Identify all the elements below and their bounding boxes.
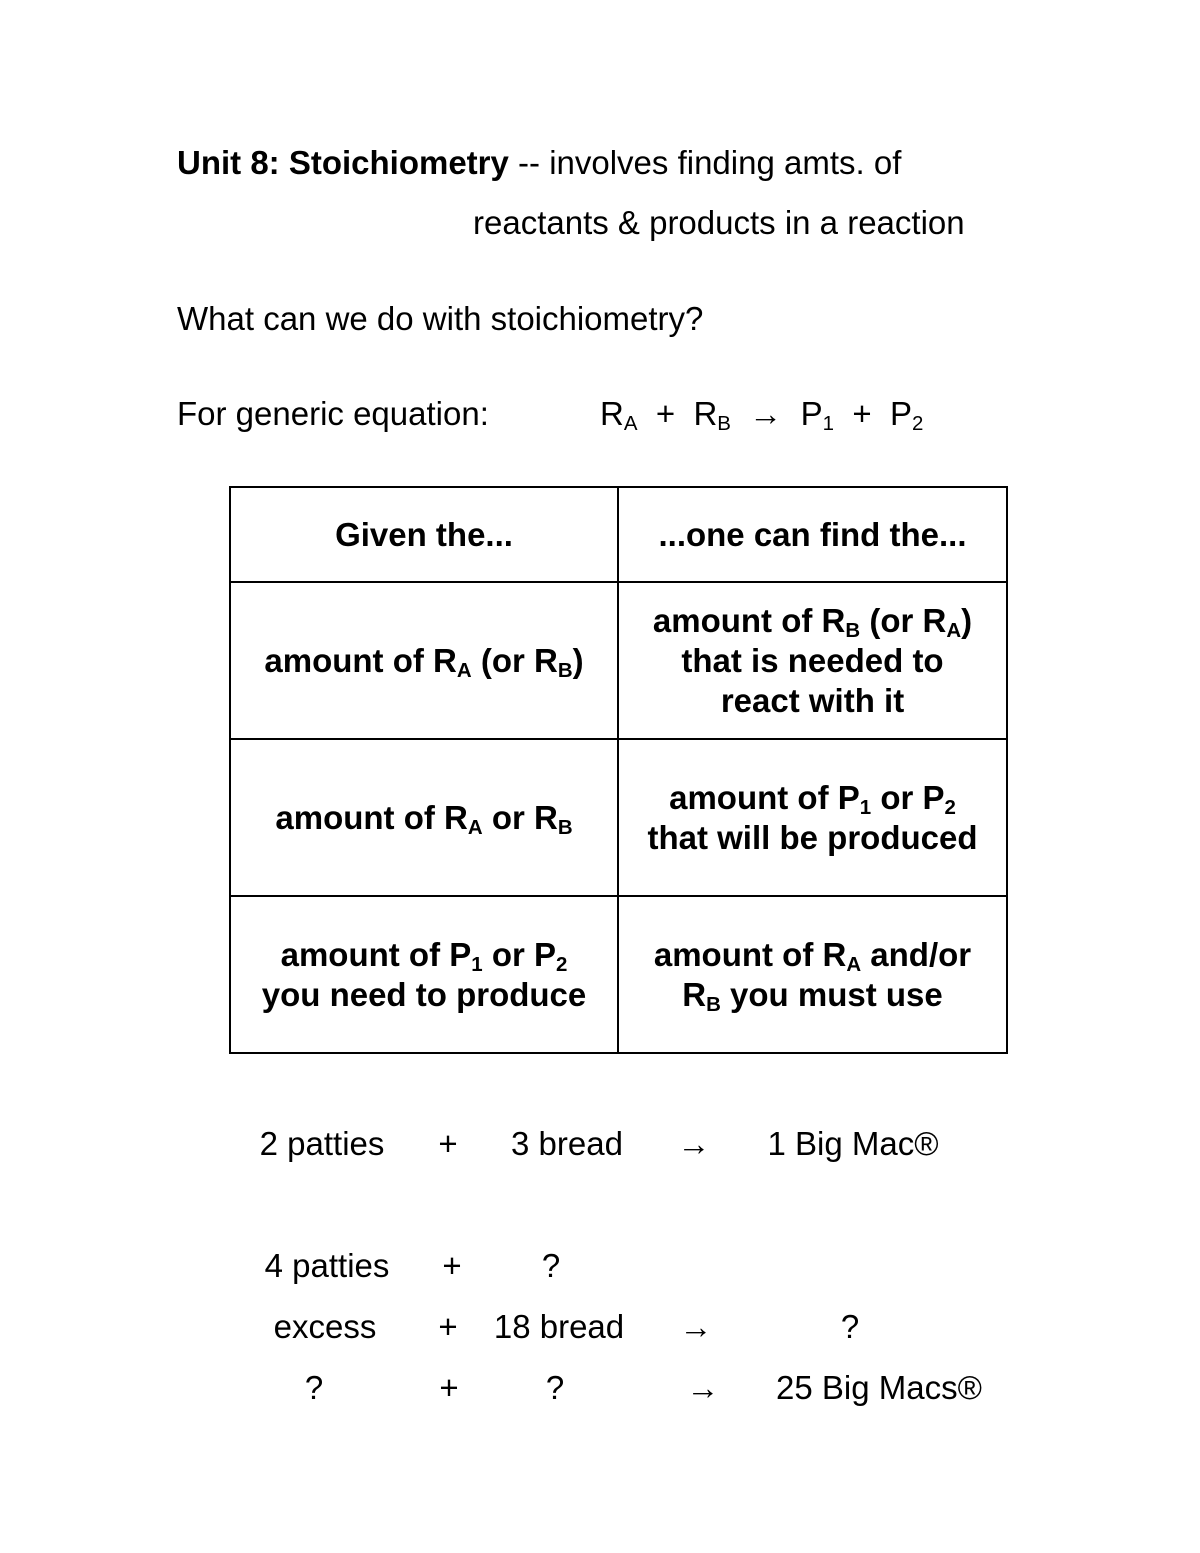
table-row (230, 739, 1007, 896)
generic-equation: $R_A + R_B \to P_1 + P_2$ (600, 395, 924, 436)
analogy-plus: + (439, 1369, 459, 1406)
table-cell: amount of $R_A$ and/or $R_B$ you must use (618, 896, 1007, 1053)
table-cell: amount of $P_1$ or $P_2$ you need to produce (230, 896, 618, 1053)
arrow-icon: → (749, 395, 783, 432)
table-cell: amount of $R_A$ (or $R_B$) (230, 582, 618, 739)
analogy-term: 25 Big Macs® (776, 1369, 982, 1406)
arrow-icon: → (677, 1125, 711, 1162)
analogy-term: ? (304, 1369, 324, 1406)
analogy-plus: + (442, 1247, 462, 1284)
table-cell: amount of $R_B$ (or $R_A$) that is needed to react with it (618, 582, 1007, 739)
table-cell: amount of $R_A$ or $R_B$ (230, 739, 618, 896)
analogy-term: 1 Big Mac® (767, 1125, 939, 1162)
table-cell: amount of $P_1$ or $P_2$ that will be produced (618, 739, 1007, 896)
analogy-term: 4 patties (264, 1247, 390, 1284)
header-find: ...one can find the... (618, 487, 1007, 582)
title-line (177, 146, 901, 179)
table-row (230, 582, 1007, 739)
analogy-term: 2 patties (259, 1125, 385, 1162)
analogy-plus: + (438, 1125, 458, 1162)
analogy-term: ? (541, 1247, 561, 1284)
definition-part-1: -- involves finding amts. of (508, 144, 902, 181)
table-header-row (230, 487, 1007, 582)
analogy-term: excess (273, 1308, 377, 1345)
analogy-term: 18 bread (493, 1308, 625, 1345)
arrow-icon: → (686, 1369, 720, 1406)
analogy-term: ? (840, 1308, 860, 1345)
stoichiometry-table (229, 486, 1008, 1054)
generic-equation-label: For generic equation: (177, 395, 489, 432)
unit-title: Unit 8: Stoichiometry (177, 144, 509, 181)
analogy-plus: + (438, 1308, 458, 1345)
question-text: What can we do with stoichiometry? (177, 300, 704, 337)
analogy-term: 3 bread (511, 1125, 623, 1162)
analogy-term: ? (545, 1369, 565, 1406)
header-given: Given the... (230, 487, 618, 582)
definition-part-2: reactants & products in a reaction (473, 204, 965, 241)
table-row (230, 896, 1007, 1053)
arrow-icon: → (679, 1308, 713, 1345)
